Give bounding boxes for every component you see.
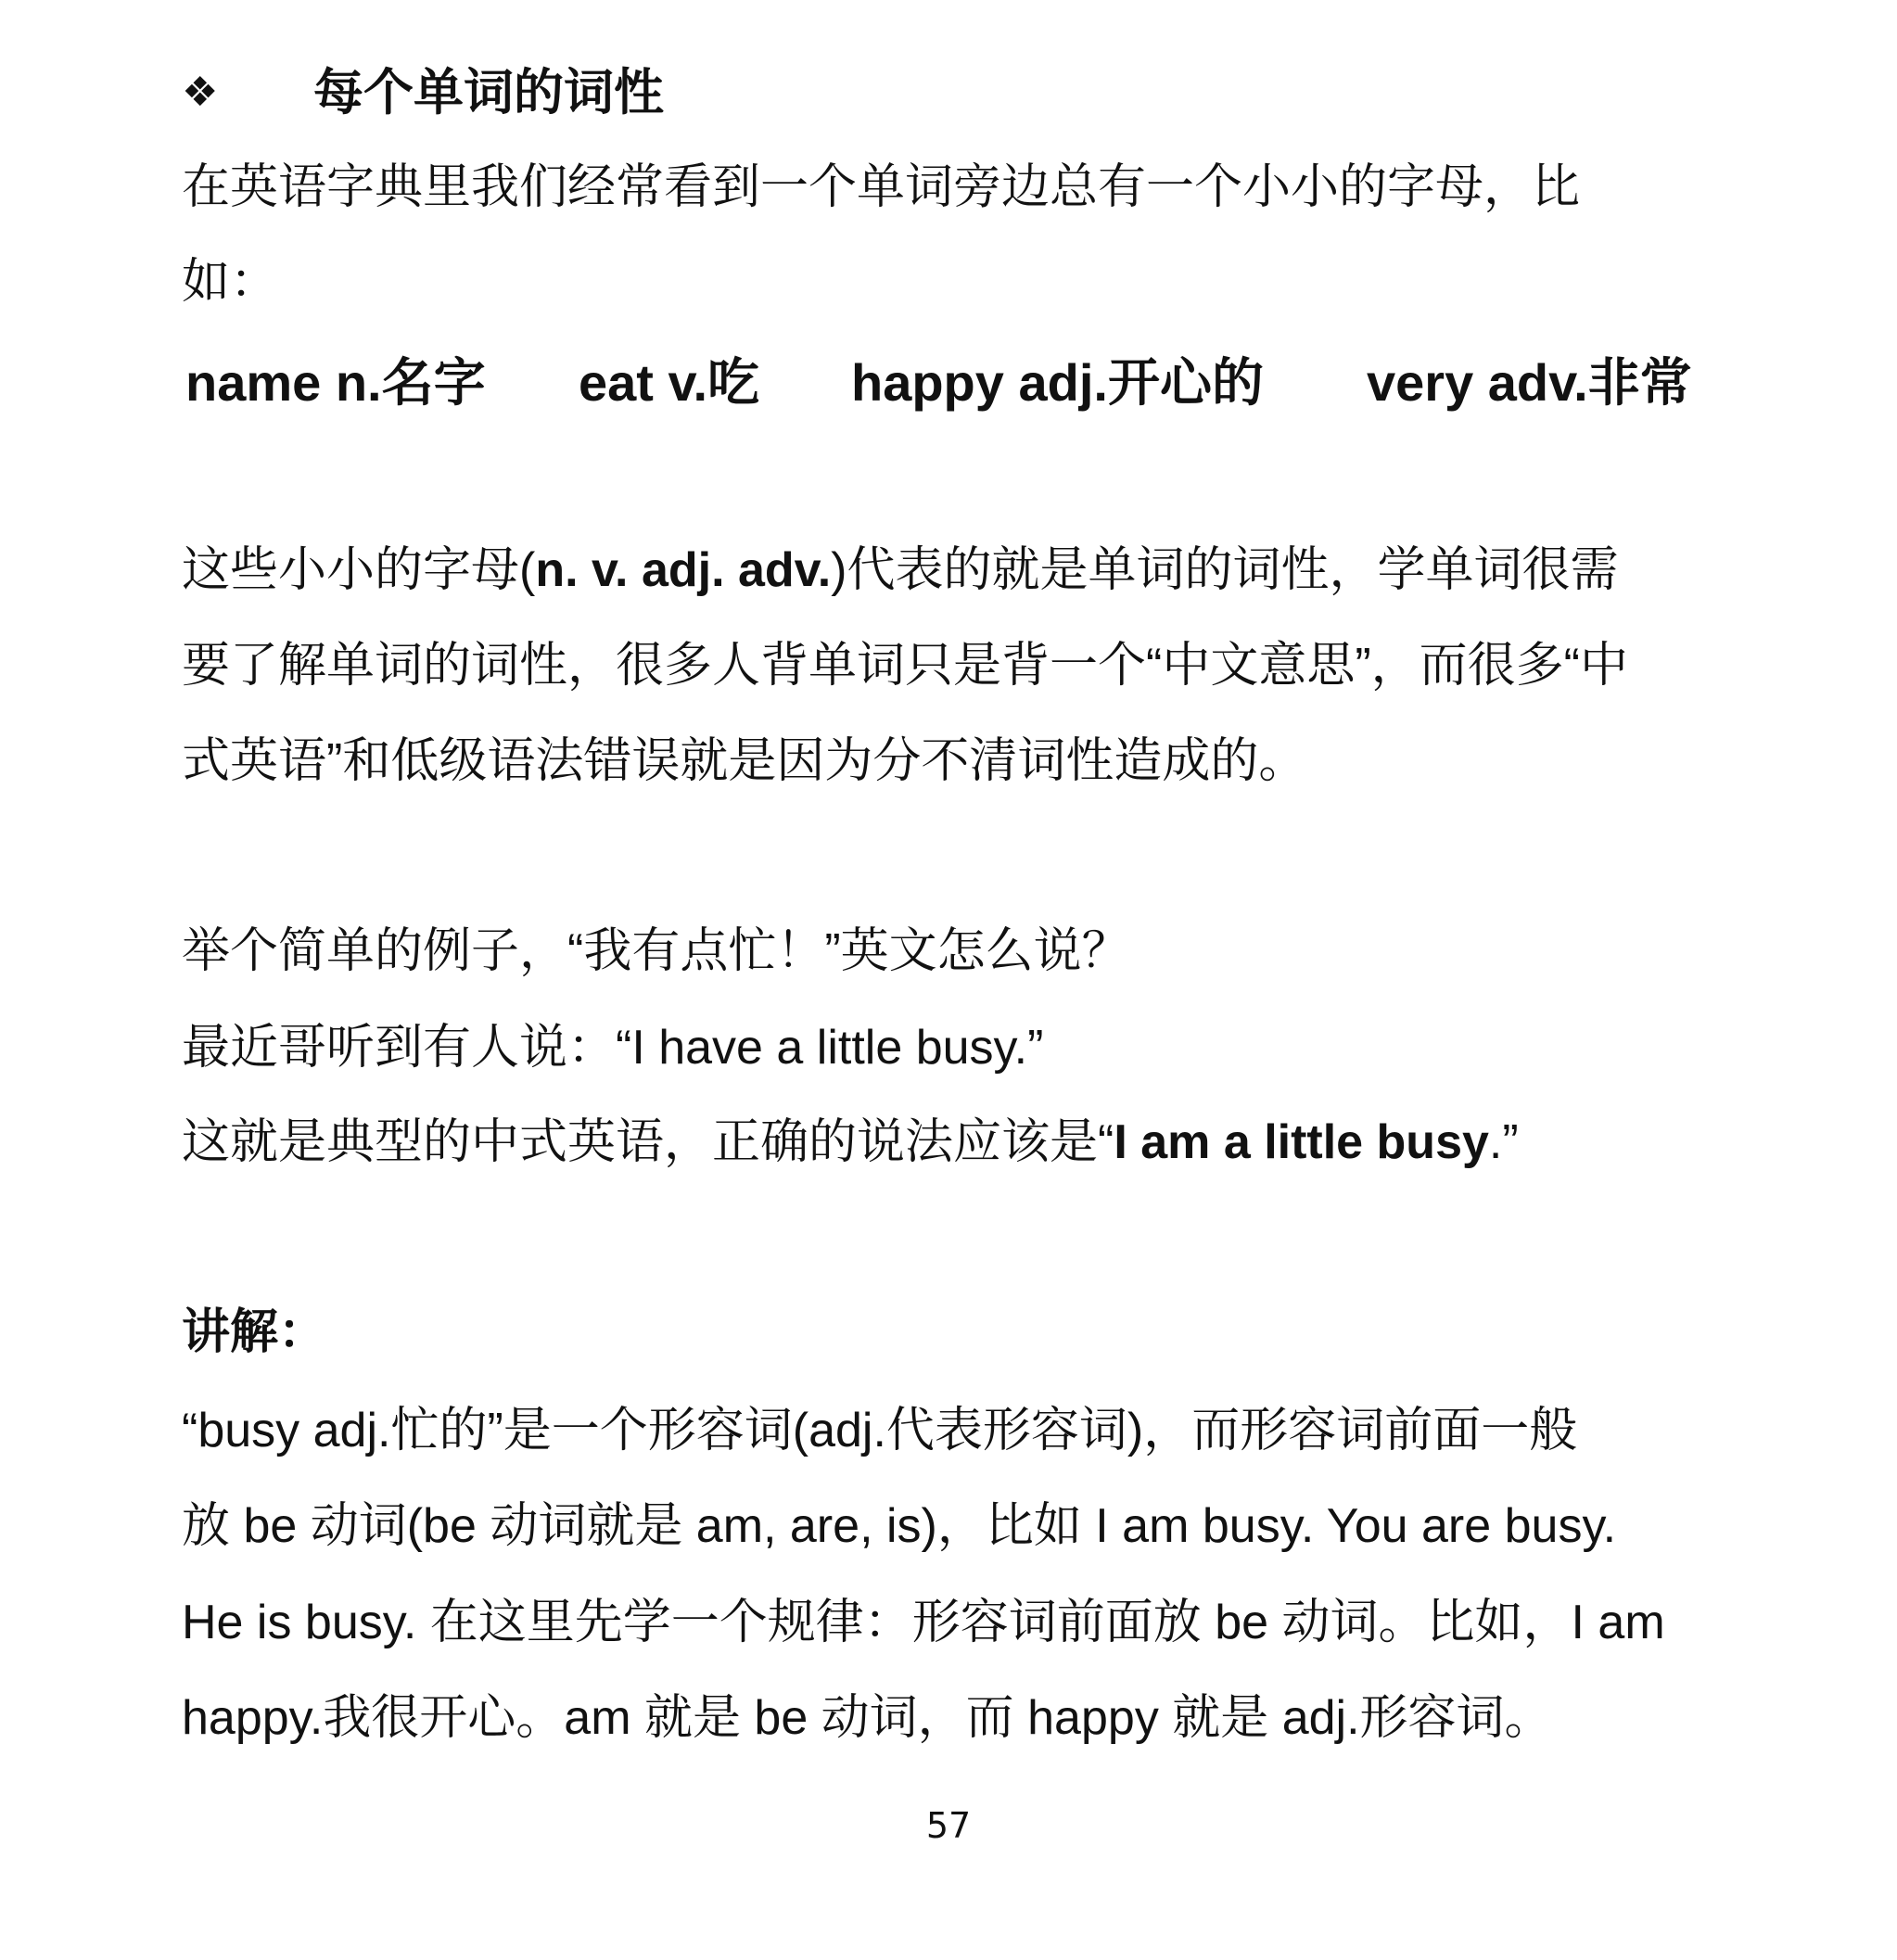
explain-label: 讲解：	[182, 1305, 327, 1359]
pos-example-noun: name n.名字	[185, 353, 486, 412]
intro-line-1: 在英语字典里我们经常看到一个单词旁边总有一个小小的字母，比	[182, 160, 1581, 214]
example-line-2: 最近哥听到有人说：“I have a little busy.”	[182, 1021, 1044, 1075]
explain-line-4: happy.我很开心。am 就是 be 动词，而 happy 就是 adj.形容词。	[182, 1691, 1553, 1745]
para1-line-1-post: )代表的就是单词的词性，学单词很需	[831, 543, 1619, 597]
para1-line-1	[182, 541, 1730, 600]
example-line-3	[182, 1113, 1730, 1172]
part-of-speech-examples	[185, 350, 1734, 415]
example-line-1: 举个简单的例子，“我有点忙！”英文怎么说？	[182, 924, 1130, 978]
section-title: 每个单词的词性	[313, 65, 664, 121]
pos-example-verb: eat v.吃	[579, 353, 760, 412]
pos-abbreviations: n. v. adj. adv.	[535, 543, 832, 597]
explain-line-1: “busy adj.忙的”是一个形容词(adj.代表形容词)，而形容词前面一般	[182, 1404, 1578, 1457]
diamond-bullet-icon: ❖	[182, 70, 219, 115]
explain-line-2: 放 be 动词(be 动词就是 am, are, is)，比如 I am busy. You are busy.	[182, 1499, 1617, 1553]
pos-example-adjective: happy adj.开心的	[851, 353, 1264, 412]
example-line-3-pre: 这就是典型的中式英语，正确的说法应该是“	[182, 1115, 1114, 1169]
para1-line-3: 式英语”和低级语法错误就是因为分不清词性造成的。	[182, 734, 1307, 788]
correct-sentence: I am a little busy	[1114, 1115, 1489, 1169]
page-number: 57	[925, 1805, 972, 1846]
para1-line-1-pre: 这些小小的字母(	[182, 543, 536, 597]
pos-example-adverb: very adv.非常	[1367, 353, 1692, 412]
explain-line-3: He is busy. 在这里先学一个规律：形容词前面放 be 动词。比如，I am	[182, 1596, 1665, 1649]
intro-line-2: 如：	[182, 255, 279, 309]
para1-line-2: 要了解单词的词性，很多人背单词只是背一个“中文意思”，而很多“中	[182, 639, 1628, 693]
example-line-3-post: .”	[1488, 1115, 1519, 1169]
section-heading	[182, 61, 664, 124]
